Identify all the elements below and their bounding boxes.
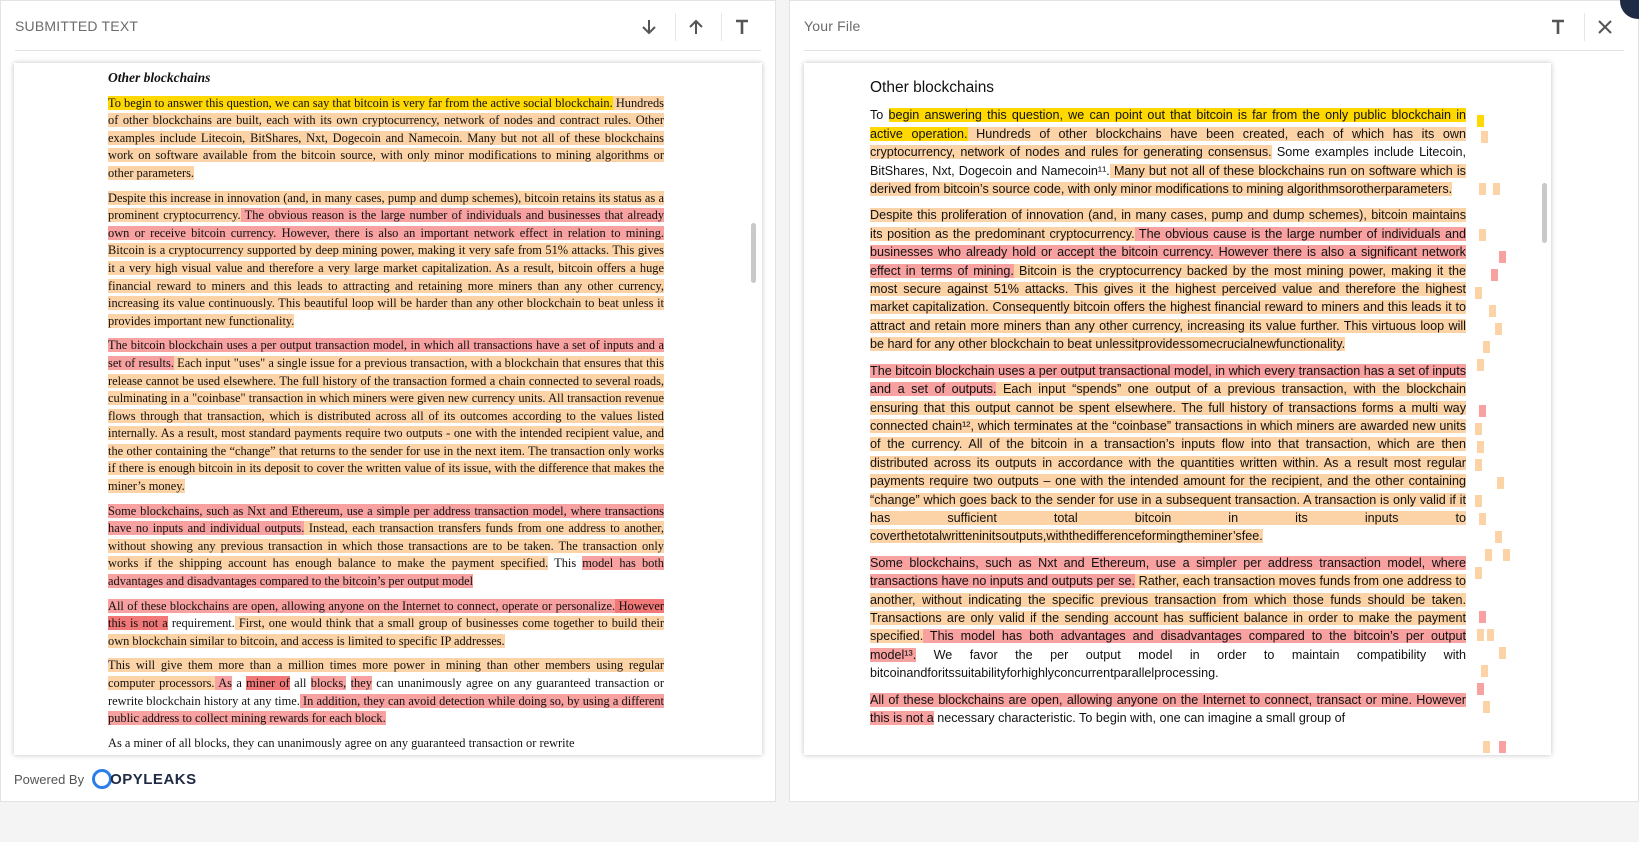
- text-segment: all: [289, 676, 311, 690]
- match-highlight[interactable]: Despite this increase in innovation (and, in many cases, pump and dump schemes), bitcoin retains its status as a prominent cryptocurrency.: [108, 190, 664, 223]
- minimap-marker[interactable]: [1479, 229, 1486, 241]
- match-highlight[interactable]: Transactions are only valid if the sending account has sufficient balance in order to make the payment specified.: [870, 610, 1466, 644]
- document-paragraph: [870, 691, 1466, 728]
- match-highlight[interactable]: The obvious reason is the large number of individuals and businesses that already own or receive bitcoin currency.: [108, 208, 665, 240]
- minimap-marker[interactable]: [1477, 359, 1484, 371]
- minimap-marker[interactable]: [1475, 495, 1482, 507]
- match-highlight[interactable]: This will give them more than a million times more power in mining than other members using regular computer processors.: [108, 658, 664, 690]
- match-highlight[interactable]: However there is also a significant network effect in terms of mining.: [870, 245, 1466, 278]
- minimap-marker[interactable]: [1487, 629, 1494, 641]
- match-highlight[interactable]: However this is not a: [870, 692, 1466, 725]
- match-highlight[interactable]: Other examples include Litecoin, BitShares, Nxt, Dogecoin and Namecoin.: [108, 113, 664, 145]
- copyleaks-logo[interactable]: [92, 769, 197, 789]
- match-highlight[interactable]: blocks,: [310, 676, 347, 690]
- minimap-marker[interactable]: [1483, 341, 1490, 353]
- minimap-marker[interactable]: [1499, 251, 1506, 263]
- powered-by: [14, 769, 197, 789]
- minimap-marker[interactable]: [1479, 611, 1486, 623]
- match-highlight[interactable]: Many but not all of these blockchains run on software which is derived from bitcoin’s source code, with only minor modifications to mining algorithmsorotherparameters.: [870, 163, 1466, 197]
- minimap-marker[interactable]: [1479, 405, 1486, 417]
- minimap-marker[interactable]: [1481, 131, 1488, 143]
- match-highlight[interactable]: Consequently bitcoin offers the highest financial reward to miners and this leads it to attract and retain more miners than any other currency, increasing its value further.: [870, 300, 1466, 333]
- minimap-marker[interactable]: [1483, 701, 1490, 713]
- match-highlight[interactable]: model has both advantages and disadvantages compared to the bitcoin’s per output model: [108, 556, 664, 589]
- match-highlight[interactable]: The obvious cause is the large number of individuals and businesses who already hold or accept the bitcoin currency.: [870, 226, 1466, 260]
- text-format-icon: [1548, 17, 1568, 37]
- header-toolbar: [629, 13, 761, 41]
- text-view-button[interactable]: [1538, 13, 1578, 41]
- text-segment: a: [231, 676, 247, 690]
- submitted-text-panel: [0, 0, 776, 802]
- match-highlight[interactable]: All transaction revenue flows through that transaction, which is distributed across all of its outcomes according to the values listed internally.: [108, 391, 664, 441]
- match-highlight[interactable]: Some blockchains, such as Nxt and Ethereum, use a simple per address transaction model, where transactions have no inputs and individual outputs.: [108, 503, 664, 536]
- match-highlight[interactable]: Hundreds of other blockchains are built, each with its own cryptocurrency, network of nodes and contract rules.: [108, 95, 665, 128]
- text-format-icon: [732, 17, 752, 37]
- minimap-marker[interactable]: [1503, 549, 1510, 561]
- minimap-marker[interactable]: [1489, 305, 1496, 317]
- submitted-document-text: [108, 67, 664, 755]
- match-highlight[interactable]: However, there is also an important network effect in relation to mining.: [276, 225, 664, 240]
- text-segment: necessary characteristic. To begin with, one can imagine a small group of: [933, 711, 1346, 725]
- match-highlight[interactable]: Each input “spends” one output of a previous transaction, with the blockchain ensuring that this output cannot be spent elsewhere.: [870, 382, 1466, 415]
- minimap-marker[interactable]: [1483, 741, 1490, 753]
- match-highlight[interactable]: As a result, most standard payments require two outputs - one with the intended recipient value, and the other containing the “change” that returns to the sender for use in the next item.: [108, 426, 664, 458]
- document-paragraph: [870, 106, 1466, 198]
- source-document-viewer[interactable]: [804, 63, 1551, 755]
- match-highlight[interactable]: The full history of the transaction formed a chain connected to several roads, culminating in a "coinbase" transaction in which miners were given new currency units.: [108, 373, 664, 406]
- match-highlight[interactable]: Hundreds of other blockchains have been created, each of which has its own cryptocurrency, network of nodes and rules for generating consensus.: [870, 126, 1466, 160]
- match-highlight[interactable]: This model has both advantages and disadvantages compared to the bitcoin’s per output model¹³.: [870, 629, 1466, 662]
- match-highlight[interactable]: The bitcoin blockchain uses a per output transactional model, in which every transaction has a set of inputs and a set of outputs.: [870, 363, 1466, 397]
- match-highlight[interactable]: begin answering this question, we can point out that bitcoin is far from the only public blockchain in active operation.: [870, 108, 1467, 141]
- match-highlight[interactable]: Each input "uses" a single issue for a previous transaction, with a blockchain that ensures that this release cannot be used elsewhere.: [108, 355, 665, 388]
- text-segment: This: [548, 556, 583, 571]
- close-icon: [1595, 17, 1615, 37]
- match-highlight[interactable]: This beautiful loop will be harder than any other blockchain to beat unless it provides important new functionality.: [108, 296, 665, 328]
- minimap-marker[interactable]: [1495, 323, 1502, 335]
- text-segment: requirement.: [167, 616, 235, 631]
- text-view-button[interactable]: [721, 13, 761, 41]
- minimap-marker[interactable]: [1475, 287, 1482, 299]
- close-button[interactable]: [1584, 13, 1624, 41]
- match-highlight[interactable]: Bitcoin is the cryptocurrency backed by the most mining power, making it the most secure against 51% attacks.: [870, 263, 1466, 297]
- minimap-marker[interactable]: [1491, 269, 1498, 281]
- match-highlight[interactable]: The transaction only works if the shipping account has enough balance to make the payment specified.: [108, 538, 664, 571]
- match-highlight[interactable]: In addition, they can avoid detection while doing so, by using a different public address to collect mining rewards for each block.: [108, 693, 664, 726]
- submitted-text-header: [15, 1, 761, 51]
- match-highlight[interactable]: This gives it the highest perceived value and therefore the highest market capitalization.: [870, 282, 1466, 315]
- document-paragraph: [108, 95, 664, 183]
- match-highlight[interactable]: The full history of transactions forms a multi way connected chain¹², which terminates at the “coinbase” transactions in which miners are awarded new units of the currency.: [870, 400, 1466, 452]
- document-paragraph: [108, 337, 664, 495]
- match-highlight[interactable]: All of these blockchains are open, allowing anyone on the Internet to connect, operate or personalize.: [108, 598, 616, 613]
- match-highlight[interactable]: As a result, bitcoin offers a huge financial reward to miners and this leads to attracting and retaining more miners than any other currency, increasing its value continuously.: [108, 260, 664, 311]
- match-highlight[interactable]: miner of: [246, 676, 290, 690]
- text-segment: As a miner of all blocks, they can unanimously agree on any guaranteed transaction or rewrite: [108, 735, 575, 750]
- text-segment: We favor the per output model in order to maintain compatibility with bitcoinandforitssuitabilityforhighlyconcurrentparallelprocessing.: [870, 647, 1466, 681]
- previous-match-button[interactable]: [675, 13, 715, 41]
- document-heading: Other blockchains: [108, 70, 211, 85]
- match-highlight[interactable]: As: [214, 676, 232, 690]
- minimap-marker[interactable]: [1497, 477, 1504, 489]
- arrow-down-icon: [639, 17, 659, 37]
- minimap-marker[interactable]: [1495, 531, 1502, 543]
- copyleaks-logo-icon: [92, 769, 112, 789]
- match-highlight[interactable]: The transaction only works if there is enough bitcoin in its deposit to cover the written value of its issue, with the difference that makes the miner’s money.: [108, 443, 664, 494]
- document-paragraph: [108, 598, 664, 651]
- match-highlight[interactable]: Despite this proliferation of innovation (and, in many cases, pump and dump schemes), bitcoin maintains its position as the predominant cryptocurrency.: [870, 208, 1466, 241]
- match-highlight[interactable]: Bitcoin is a cryptocurrency supported by deep mining power, making it very safe from 51% attacks.: [108, 243, 610, 258]
- match-highlight[interactable]: First, one would think that a small group of businesses come together to build their own blockchain similar to bitcoin, and access is limited to specific IP addresses.: [108, 616, 664, 648]
- your-file-panel: [789, 0, 1639, 802]
- header-toolbar: [1538, 13, 1624, 41]
- minimap-marker[interactable]: [1481, 665, 1488, 677]
- match-highlight[interactable]: Many but not all of these blockchains work on software available from the bitcoin source, with only minor modifications to mining algorithms or other parameters.: [108, 130, 665, 180]
- match-highlight[interactable]: A transaction is only valid if it has sufficient total bitcoin in its inputs to coverthetotalwritteninitsoutputs,withthedifferenceformingtheminer’sfee.: [870, 492, 1466, 544]
- match-highlight[interactable]: Rather, each transaction moves funds from one address to another, without indicating the specific previous transaction from which those funds should be taken.: [870, 574, 1466, 607]
- submitted-document-viewer[interactable]: [14, 63, 762, 755]
- document-paragraph: [108, 657, 664, 727]
- minimap-marker[interactable]: [1485, 549, 1492, 561]
- copyleaks-logo-text: OPYLEAKS: [110, 770, 197, 788]
- arrow-up-icon: [686, 17, 706, 37]
- minimap-marker[interactable]: [1493, 183, 1500, 195]
- document-paragraph: [108, 735, 664, 753]
- minimap-marker[interactable]: [1499, 647, 1506, 659]
- match-highlight[interactable]: Some blockchains, such as Nxt and Ethereum, use a simpler per address transaction model, where transactions have no inputs and outputs per se.: [870, 555, 1466, 589]
- minimap-marker[interactable]: [1477, 629, 1484, 641]
- source-document-text: [870, 79, 1466, 735]
- text-segment: can unanimously agree on any guaranteed transaction or rewrite blockchain history at any time.: [108, 676, 664, 708]
- text-segment: To: [870, 108, 889, 123]
- match-highlight[interactable]: This gives it a very high visual value and therefore a very large market capitalization.: [108, 243, 664, 275]
- match-highlight[interactable]: All of these blockchains are open, allowing anyone on the Internet to connect, transact or mine.: [870, 692, 1412, 707]
- minimap-marker[interactable]: [1475, 459, 1482, 471]
- document-heading: Other blockchains: [870, 79, 995, 96]
- minimap-marker[interactable]: [1475, 423, 1482, 435]
- panel-title: Your File: [804, 18, 861, 34]
- panel-title: SUBMITTED TEXT: [15, 18, 139, 34]
- minimap-marker[interactable]: [1477, 441, 1484, 453]
- document-paragraph: [870, 554, 1466, 683]
- match-minimap[interactable]: [1475, 111, 1535, 751]
- match-highlight[interactable]: As a result most regular payments require two outputs – one with the intended amount for the recipient, and the other containing “change” which goes back to the sender for use in a subsequent transaction.: [870, 455, 1466, 507]
- match-highlight[interactable]: To begin to answer this question, we can say that bitcoin is very far from the active social blockchain.: [108, 95, 613, 110]
- match-highlight[interactable]: All of the bitcoin in a transaction’s inputs flow into that transaction, which are then distributed across its outputs in accordance with the quantities written within.: [870, 437, 1466, 470]
- document-paragraph: [108, 190, 664, 331]
- minimap-marker[interactable]: [1477, 683, 1484, 695]
- minimap-marker[interactable]: [1479, 513, 1486, 525]
- minimap-marker[interactable]: [1499, 741, 1506, 753]
- minimap-marker[interactable]: [1475, 567, 1482, 579]
- document-paragraph: [870, 206, 1466, 353]
- match-highlight[interactable]: they: [350, 676, 372, 690]
- document-paragraph: [870, 362, 1466, 546]
- next-match-button[interactable]: [629, 13, 669, 41]
- match-highlight[interactable]: Instead, each transaction transfers funds from one address to another, without showing any previous transaction in which those transactions are to be taken.: [108, 521, 664, 553]
- minimap-marker[interactable]: [1479, 183, 1486, 195]
- text-segment: Some examples include Litecoin, BitShares, Nxt, Dogecoin and Namecoin¹¹.: [870, 145, 1466, 178]
- powered-by-label: Powered By: [14, 771, 85, 787]
- left-scrollbar[interactable]: [751, 223, 756, 283]
- match-highlight[interactable]: This virtuous loop will be hard for any other blockchain to beat unlessitprovidessomecrucialnewfunctionality.: [870, 318, 1466, 352]
- match-highlight[interactable]: However this is not a: [108, 598, 665, 631]
- match-highlight[interactable]: The bitcoin blockchain uses a per output transaction model, in which all transactions have a set of inputs and a set of results.: [108, 338, 664, 370]
- your-file-header: [804, 1, 1624, 51]
- right-scrollbar[interactable]: [1542, 183, 1547, 243]
- minimap-marker[interactable]: [1477, 115, 1484, 127]
- text-segment: [346, 676, 350, 690]
- document-paragraph: [108, 503, 664, 591]
